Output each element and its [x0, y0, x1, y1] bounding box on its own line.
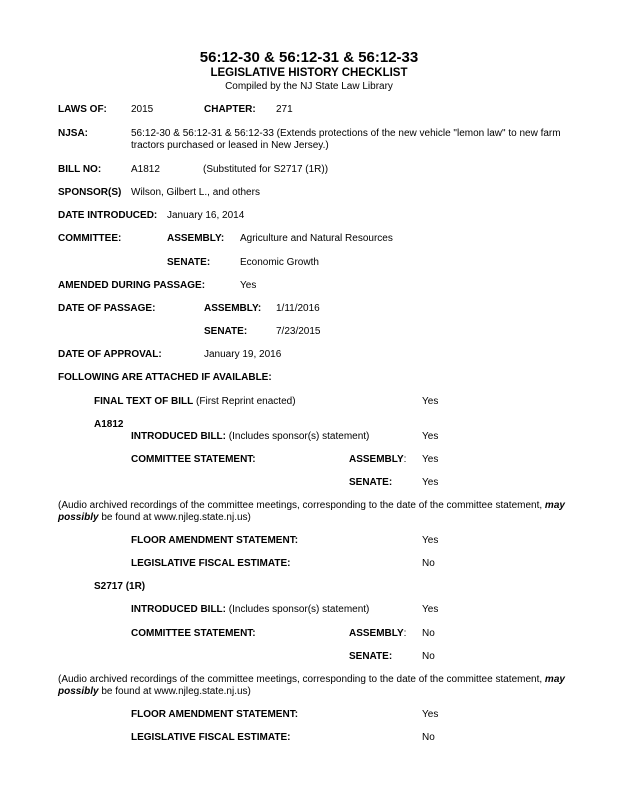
- a1812-committee-label: COMMITTEE STATEMENT:: [131, 454, 256, 465]
- a1812-floor-value: Yes: [422, 535, 439, 546]
- a1812-senate-label: SENATE:: [349, 477, 393, 488]
- s2717-introduced-label: INTRODUCED BILL:: [131, 604, 226, 615]
- a1812-audio-note-emphasis: may possibly: [58, 500, 565, 523]
- njsa-label: NJSA:: [58, 128, 89, 139]
- bill-s2717-heading: S2717 (1R): [94, 581, 146, 592]
- a1812-introduced-value: Yes: [422, 431, 439, 442]
- bill-no-label: BILL NO:: [58, 164, 102, 175]
- amended-value: Yes: [240, 280, 257, 291]
- attached-heading: FOLLOWING ARE ATTACHED IF AVAILABLE:: [58, 372, 272, 383]
- sponsors-value: Wilson, Gilbert L., and others: [131, 187, 260, 198]
- passage-assembly-label: ASSEMBLY:: [204, 303, 262, 314]
- s2717-committee-label: COMMITTEE STATEMENT:: [131, 628, 256, 639]
- s2717-assembly-value: No: [422, 628, 435, 639]
- a1812-floor-label: FLOOR AMENDMENT STATEMENT:: [131, 535, 299, 546]
- committee-senate-value: Economic Growth: [240, 257, 319, 268]
- s2717-senate-value: No: [422, 651, 435, 662]
- chapter-value: 271: [276, 104, 293, 115]
- approval-value: January 19, 2016: [204, 349, 282, 360]
- a1812-fiscal-value: No: [422, 558, 435, 569]
- a1812-introduced-note: (Includes sponsor(s) statement): [226, 431, 370, 442]
- s2717-introduced-row: [131, 604, 369, 615]
- a1812-assembly-label-row: [349, 454, 406, 465]
- passage-label: DATE OF PASSAGE:: [58, 303, 156, 314]
- a1812-audio-note-link-text: be found at www.njleg.state.nj.us): [98, 512, 251, 523]
- passage-senate-label: SENATE:: [204, 326, 248, 337]
- a1812-audio-note: [58, 500, 603, 524]
- a1812-assembly-value: Yes: [422, 454, 439, 465]
- passage-assembly-value: 1/11/2016: [276, 303, 320, 314]
- s2717-fiscal-value: No: [422, 732, 435, 743]
- s2717-audio-note-text: (Audio archived recordings of the committee meetings, corresponding to the date of the committee statement,: [58, 674, 545, 685]
- final-text-row: [94, 396, 296, 407]
- s2717-assembly-label: ASSEMBLY: [349, 628, 404, 639]
- final-text-note: (First Reprint enacted): [193, 396, 296, 407]
- document-title: 56:12-30 & 56:12-31 & 56:12-33: [199, 49, 419, 66]
- bill-no-value: A1812: [131, 164, 160, 175]
- a1812-introduced-label: INTRODUCED BILL:: [131, 431, 226, 442]
- final-text-label: FINAL TEXT OF BILL: [94, 396, 194, 407]
- s2717-introduced-note: (Includes sponsor(s) statement): [226, 604, 370, 615]
- laws-of-label: LAWS OF:: [58, 104, 107, 115]
- date-introduced-label: DATE INTRODUCED:: [58, 210, 158, 221]
- laws-of-value: 2015: [131, 104, 154, 115]
- final-text-value: Yes: [422, 396, 439, 407]
- s2717-floor-value: Yes: [422, 709, 439, 720]
- compiled-by: Compiled by the NJ State Law Library: [225, 81, 393, 92]
- s2717-assembly-colon: :: [403, 628, 407, 639]
- s2717-audio-note-link-text: be found at www.njleg.state.nj.us): [98, 686, 251, 697]
- a1812-senate-value: Yes: [422, 477, 439, 488]
- committee-assembly-label: ASSEMBLY:: [167, 233, 225, 244]
- s2717-assembly-label-row: [349, 628, 406, 639]
- chapter-label: CHAPTER:: [204, 104, 256, 115]
- bill-a1812-heading: A1812: [94, 419, 124, 430]
- approval-label: DATE OF APPROVAL:: [58, 349, 162, 360]
- a1812-assembly-label: ASSEMBLY: [349, 454, 404, 465]
- committee-label: COMMITTEE:: [58, 233, 122, 244]
- bill-no-substitution: (Substituted for S2717 (1R)): [203, 164, 329, 175]
- a1812-assembly-colon: :: [403, 454, 407, 465]
- date-introduced-value: January 16, 2014: [167, 210, 245, 221]
- s2717-floor-label: FLOOR AMENDMENT STATEMENT:: [131, 709, 299, 720]
- sponsors-label: SPONSOR(S): [58, 187, 122, 198]
- passage-senate-value: 7/23/2015: [276, 326, 321, 337]
- njsa-value: 56:12-30 & 56:12-31 & 56:12-33 (Extends protections of the new vehicle "lemon law" to new farm tractors purchased or leased in New Jersey.): [131, 128, 561, 151]
- s2717-fiscal-label: LEGISLATIVE FISCAL ESTIMATE:: [131, 732, 291, 743]
- s2717-senate-label: SENATE:: [349, 651, 393, 662]
- a1812-fiscal-label: LEGISLATIVE FISCAL ESTIMATE:: [131, 558, 291, 569]
- committee-assembly-value: Agriculture and Natural Resources: [240, 233, 393, 244]
- a1812-introduced-row: [131, 431, 369, 442]
- amended-label: AMENDED DURING PASSAGE:: [58, 280, 206, 291]
- committee-senate-label: SENATE:: [167, 257, 211, 268]
- s2717-audio-note: [58, 674, 603, 698]
- s2717-audio-note-emphasis: may possibly: [58, 674, 565, 697]
- document-subtitle: LEGISLATIVE HISTORY CHECKLIST: [210, 67, 408, 79]
- s2717-introduced-value: Yes: [422, 604, 439, 615]
- a1812-audio-note-text: (Audio archived recordings of the committee meetings, corresponding to the date of the committee statement,: [58, 500, 545, 511]
